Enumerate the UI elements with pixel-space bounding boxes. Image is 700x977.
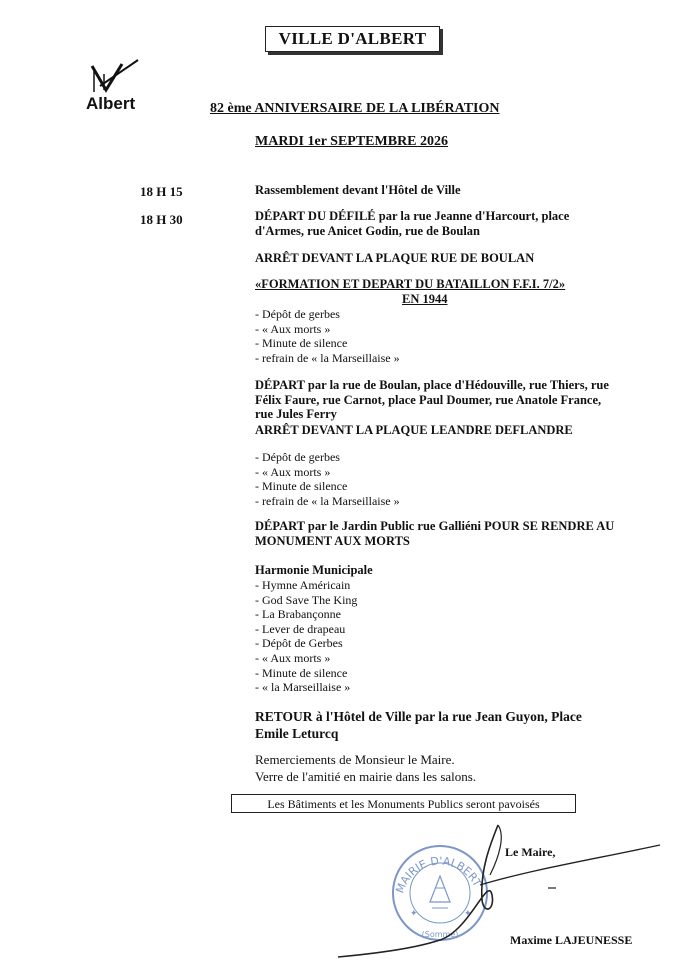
formation-line1: «FORMATION ET DEPART DU BATAILLON F.F.I. 7/2» <box>255 277 566 291</box>
city-title: VILLE D'ALBERT <box>265 26 440 52</box>
anniversary-heading: 82 ème ANNIVERSAIRE DE LA LIBÉRATION <box>210 101 500 116</box>
list-item: - Dépôt de gerbes <box>255 450 340 464</box>
signature-name: Maxime LAJEUNESSE <box>510 933 633 947</box>
logo-text: Albert <box>86 94 136 113</box>
footer-note: Les Bâtiments et les Monuments Publics seront pavoisés <box>231 794 576 813</box>
list-item: - « Aux morts » <box>255 321 331 336</box>
list-item: - « Aux morts » <box>255 650 331 665</box>
stop1-title: ARRÊT DEVANT LA PLAQUE RUE DE BOULAN <box>255 251 535 265</box>
monument-depart: DÉPART par le Jardin Public rue Galliéni POUR SE RENDRE AU MONUMENT AUX MORTS <box>255 519 615 548</box>
stop2-depart: DÉPART par la rue de Boulan, place d'Hédouville, rue Thiers, rue Félix Faure, rue Carnot, place Paul Doumer, rue Anatole France, rue Jules Ferry <box>255 378 609 422</box>
handwritten-signature-icon <box>330 815 665 965</box>
retour-text: RETOUR à l'Hôtel de Ville par la rue Jean Guyon, Place Emile Leturcq <box>255 709 582 741</box>
list-item: - refrain de « la Marseillaise » <box>255 350 400 365</box>
list-item: - « Aux morts » <box>255 464 331 479</box>
schedule-text-1830: DÉPART DU DÉFILÉ par la rue Jeanne d'Harcourt, place d'Armes, rue Anicet Godin, rue de Boulan <box>255 209 570 238</box>
list-item: - « la Marseillaise » <box>255 680 351 695</box>
stop2-title: ARRÊT DEVANT LA PLAQUE LEANDRE DEFLANDRE <box>255 423 573 437</box>
schedule-text-1815: Rassemblement devant l'Hôtel de Ville <box>255 183 461 197</box>
thanks-line-2: Verre de l'amitié en mairie dans les salons. <box>255 769 477 784</box>
stop1-list <box>255 307 400 365</box>
list-item: - Dépôt de gerbes <box>255 307 340 321</box>
list-item: - God Save The King <box>255 592 358 607</box>
signature-role: Le Maire, <box>505 845 556 859</box>
svg-text:(Somme): (Somme) <box>421 930 459 939</box>
albert-logo-icon <box>82 56 152 126</box>
date-heading: MARDI 1er SEPTEMBRE 2026 <box>255 134 449 149</box>
harmonie-heading: Harmonie Municipale <box>255 563 373 577</box>
monument-list <box>255 578 357 695</box>
list-item: - Minute de silence <box>255 336 348 351</box>
list-item: - Minute de silence <box>255 479 348 494</box>
time-1830: 18 H 30 <box>140 212 183 227</box>
thanks-line-1: Remerciements de Monsieur le Maire. <box>255 752 455 767</box>
list-item: - Lever de drapeau <box>255 621 346 636</box>
list-item: - refrain de « la Marseillaise » <box>255 493 400 508</box>
svg-text:MAIRIE D'ALBERT: MAIRIE D'ALBERT <box>393 854 484 895</box>
formation-line2: EN 1944 <box>402 292 448 306</box>
list-item: - Hymne Américain <box>255 578 351 592</box>
time-1815: 18 H 15 <box>140 184 183 199</box>
list-item: - La Brabançonne <box>255 607 341 622</box>
svg-text:✦: ✦ <box>410 908 418 918</box>
list-item: - Dépôt de Gerbes <box>255 636 343 651</box>
list-item: - Minute de silence <box>255 665 348 680</box>
svg-text:✦: ✦ <box>464 908 472 918</box>
stop2-list <box>255 450 400 508</box>
